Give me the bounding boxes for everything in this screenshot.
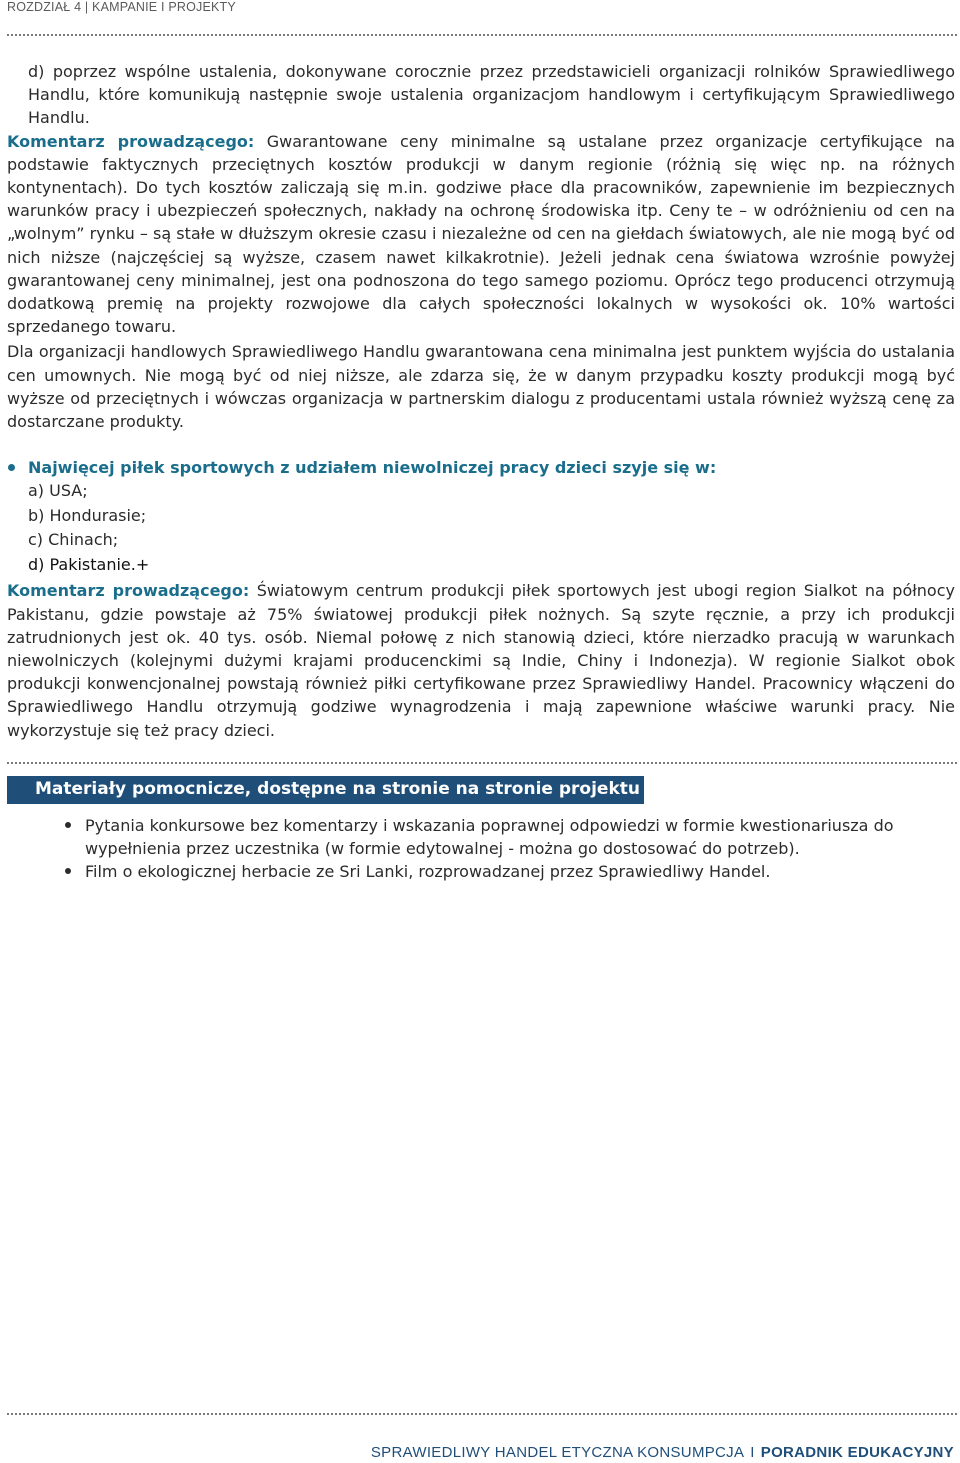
answer-option-d: d) poprzez wspólne ustalenia, dokonywane corocznie przez przedstawicieli organizacji rolników Sprawiedliwego Handlu, które komunikują następnie swoje ustalenia organizacjom handlowym i certyfikującym Sprawiedliwego Handlu.: [28, 62, 955, 128]
comment-text: Gwarantowane ceny minimalne są ustalane przez organizacje certyfikujące na podstawie faktycznych przeciętnych kosztów produkcji w danym regionie (różnią się więc np. na różnych kontynentach). Do tych kosztów zaliczają się m.in. godziwe płace dla pracowników, zapewnienie im bezpiecznych warunków pracy i ubezpieczeń społecznych, nakłady na ochronę środowiska itp. Ceny te – w odróżnieniu od cen na „wolnym” rynku – są stałe w dłuższym okresie czasu i niezależne od cen na giełdach światowych, ale nie mogą być od nich niższe (najczęściej są wyższe, czasem nawet kilkakrotnie). Jeżeli jednak cena światowa wzrośnie powyżej gwarantowanej ceny minimalnej, jest ona podnoszona do tego samego poziomu. Oprócz tego producenci otrzymują dodatkową premię na projekty rozwojowe dla całych społeczności lokalnych w wysokości ok. 10% wartości sprzedanego towaru.: [7, 131, 955, 337]
footer-series: SPRAWIEDLIWY HANDEL ETYCZNA KONSUMPCJA: [370, 1444, 745, 1461]
answer-a: a) USA;: [28, 481, 88, 501]
materials-list: [7, 814, 955, 884]
header-divider: [7, 34, 957, 36]
question-text: Najwięcej piłek sportowych z udziałem niewolniczej pracy dzieci szyje się w:: [28, 458, 717, 478]
section-divider: [7, 762, 957, 764]
running-header: ROZDZIAŁ 4 | KAMPANIE I PROJEKTY: [7, 0, 236, 14]
answer-b: b) Hondurasie;: [28, 505, 147, 525]
answer-c: c) Chinach;: [28, 530, 119, 550]
quiz-question: [7, 456, 955, 479]
comment-label: Komentarz prowadzącego:: [7, 131, 255, 151]
list-item: Pytania konkursowe bez komentarzy i wskazania poprawnej odpowiedzi w formie kwestionariusza do wypełnienia przez uczestnika (w formie edytowalnej - można go dostosować do potrzeb).: [7, 814, 955, 860]
materials-heading-bar: [7, 776, 644, 804]
host-comment-2: [7, 579, 955, 741]
paragraph-contract-prices: Dla organizacji handlowych Sprawiedliwego Handlu gwarantowana cena minimalna jest punktem wyjścia do ustalania cen umownych. Nie mogą być od niej niższe, ale zdarza się, że w danym przypadku koszty produkcji mogą być wyższe od przeciętnych i wówczas organizacja w partnerskim dialogu z producentami ustala również wyższą cenę za dostarczane produkty.: [7, 342, 955, 432]
list-item: Film o ekologicznej herbacie ze Sri Lanki, rozprowadzanej przez Sprawiedliwy Handel.: [7, 860, 955, 883]
footer-separator: I: [750, 1444, 755, 1461]
footer-title: PORADNIK EDUKACYJNY: [760, 1444, 954, 1461]
comment-text: Światowym centrum produkcji piłek sportowych jest ubogi region Sialkot na północy Pakistanu, gdzie powstaje aż 75% światowej produkcji piłek nożnych. Są szyte ręcznie, a przy ich produkcji zatrudnionych jest ok. 40 tys. osób. Niemal połowę z nich stanowią dzieci, które nierzadko pracują w warunkach niewolniczych (kolejnymi dużymi krajami producenckimi są Indie, Chiny i Indonezja). W regionie Sialkot obok produkcji konwencjonalnej powstają również piłki certyfikowane przez Sprawiedliwy Handel. Pracownicy włączeni do Sprawiedliwego Handlu otrzymują godziwe wynagrodzenia i mają zapewnione właściwe warunki pracy. Nie wykorzystuje się też pracy dzieci.: [7, 581, 955, 740]
answer-list: [7, 479, 955, 577]
materials-heading: Materiały pomocnicze, dostępne na stronie na stronie projektu: [35, 779, 640, 799]
running-footer: [371, 1444, 954, 1461]
answer-d-correct: d) Pakistanie.+: [28, 554, 150, 574]
comment-label: Komentarz prowadzącego:: [7, 581, 250, 601]
host-comment-1: [7, 130, 955, 339]
footer-divider: [7, 1413, 957, 1415]
main-content: [7, 60, 955, 742]
